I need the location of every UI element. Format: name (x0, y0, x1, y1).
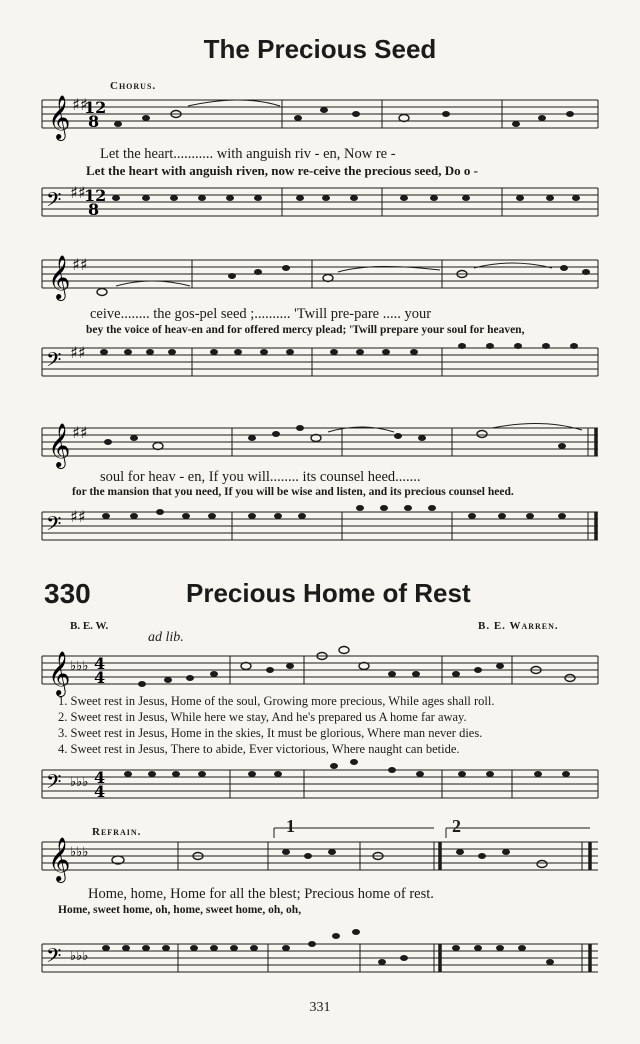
verse-1: 1. Sweet rest in Jesus, Home of the soul, Growing more precious, While ages shall roll. (58, 694, 495, 708)
svg-text:8: 8 (88, 112, 100, 131)
page-number: 331 (309, 1000, 331, 1015)
svg-text:𝄞: 𝄞 (48, 651, 71, 695)
hymn1-line2-melody-lyrics: ceive........ the gos-pel seed ;.......... 'Twill pre-pare ..... your (90, 306, 432, 322)
svg-text:4: 4 (94, 668, 106, 687)
refrain-lyrics-melody: Home, home, Home for all the blest; Precious home of rest. (88, 886, 434, 902)
music-composer: B. E. Warren. (478, 620, 559, 632)
svg-text:𝄢: 𝄢 (46, 770, 62, 798)
refrain-label: Refrain. (92, 826, 142, 838)
svg-text:𝄞: 𝄞 (48, 837, 71, 881)
svg-text:♯♯: ♯♯ (72, 95, 88, 114)
svg-text:♯♯: ♯♯ (70, 343, 86, 362)
tempo-marking: ad lib. (148, 630, 184, 645)
svg-text:𝄢: 𝄢 (46, 512, 62, 540)
hymn1-system3-bass-staff (42, 508, 598, 552)
hymn2-system1-treble-staff (42, 652, 598, 696)
svg-text:4: 4 (94, 768, 106, 787)
hymn1-line3-melody-lyrics: soul for heav - en, If you will........ its counsel heed....... (100, 469, 421, 485)
hymn-title-precious-home: Precious Home of Rest (186, 578, 471, 608)
svg-text:4: 4 (94, 782, 106, 801)
svg-text:♭♭♭: ♭♭♭ (70, 949, 89, 964)
svg-text:𝄞: 𝄞 (48, 255, 71, 299)
chorus-label: Chorus. (110, 80, 157, 92)
svg-text:♯♯: ♯♯ (72, 423, 88, 442)
svg-text:♭♭♭: ♭♭♭ (70, 845, 89, 860)
svg-text:𝄞: 𝄞 (48, 423, 71, 467)
hymn1-line3-full-lyrics: for the mansion that you need, If you will be wise and listen, and its precious counsel heed. (72, 486, 514, 498)
hymn1-line2-full-lyrics: bey the voice of heav-en and for offered mercy plead; 'Twill prepare your soul for heaven, (86, 324, 525, 336)
hymn1-system2-bass-staff (42, 344, 598, 388)
svg-text:12: 12 (84, 186, 107, 205)
hymn1-line1-full-lyrics: Let the heart with anguish riven, now re-ceive the precious seed, Do o - (86, 163, 479, 178)
hymn2-refrain-treble-staff (42, 838, 598, 882)
hymn2-refrain-bass-staff (42, 940, 598, 984)
svg-text:12: 12 (84, 98, 107, 117)
first-ending-mark: 1 (286, 816, 295, 836)
svg-text:8: 8 (88, 200, 100, 219)
hymn1-line1-melody-lyrics: Let the heart........... with anguish riv - en, Now re - (100, 146, 396, 162)
hymn1-system3-treble-staff (42, 424, 598, 468)
verse-4: 4. Sweet rest in Jesus, There to abide, Ever victorious, Where naught can betide. (58, 742, 460, 756)
hymn-title-precious-seed: The Precious Seed (203, 34, 437, 64)
svg-text:♯♯: ♯♯ (70, 507, 86, 526)
svg-text:4: 4 (94, 654, 106, 673)
svg-text:𝄞: 𝄞 (48, 95, 71, 139)
refrain-lyrics-alto: Home, sweet home, oh, home, sweet home, oh, oh, (58, 904, 302, 916)
svg-text:𝄢: 𝄢 (46, 348, 62, 376)
svg-text:♯♯: ♯♯ (72, 255, 88, 274)
words-author: B. E. W. (70, 620, 109, 632)
hymn2-system1-bass-staff (42, 766, 598, 810)
svg-text:𝄢: 𝄢 (46, 944, 62, 972)
svg-text:♯♯: ♯♯ (70, 183, 86, 202)
second-ending-mark: 2 (452, 816, 461, 836)
svg-text:♭♭♭: ♭♭♭ (70, 775, 89, 790)
hymn-number: 330 (44, 578, 91, 609)
verse-3: 3. Sweet rest in Jesus, Home in the skies, It must be glorious, Where man never dies. (58, 726, 483, 740)
hymn1-system1-treble-staff (42, 96, 598, 140)
hymn1-system1-bass-staff (42, 184, 598, 228)
svg-text:𝄢: 𝄢 (46, 188, 62, 216)
svg-text:♭♭♭: ♭♭♭ (70, 659, 89, 674)
hymn1-system2-treble-staff (42, 256, 598, 300)
verse-2: 2. Sweet rest in Jesus, While here we stay, And he's prepared us A home far away. (58, 710, 467, 724)
